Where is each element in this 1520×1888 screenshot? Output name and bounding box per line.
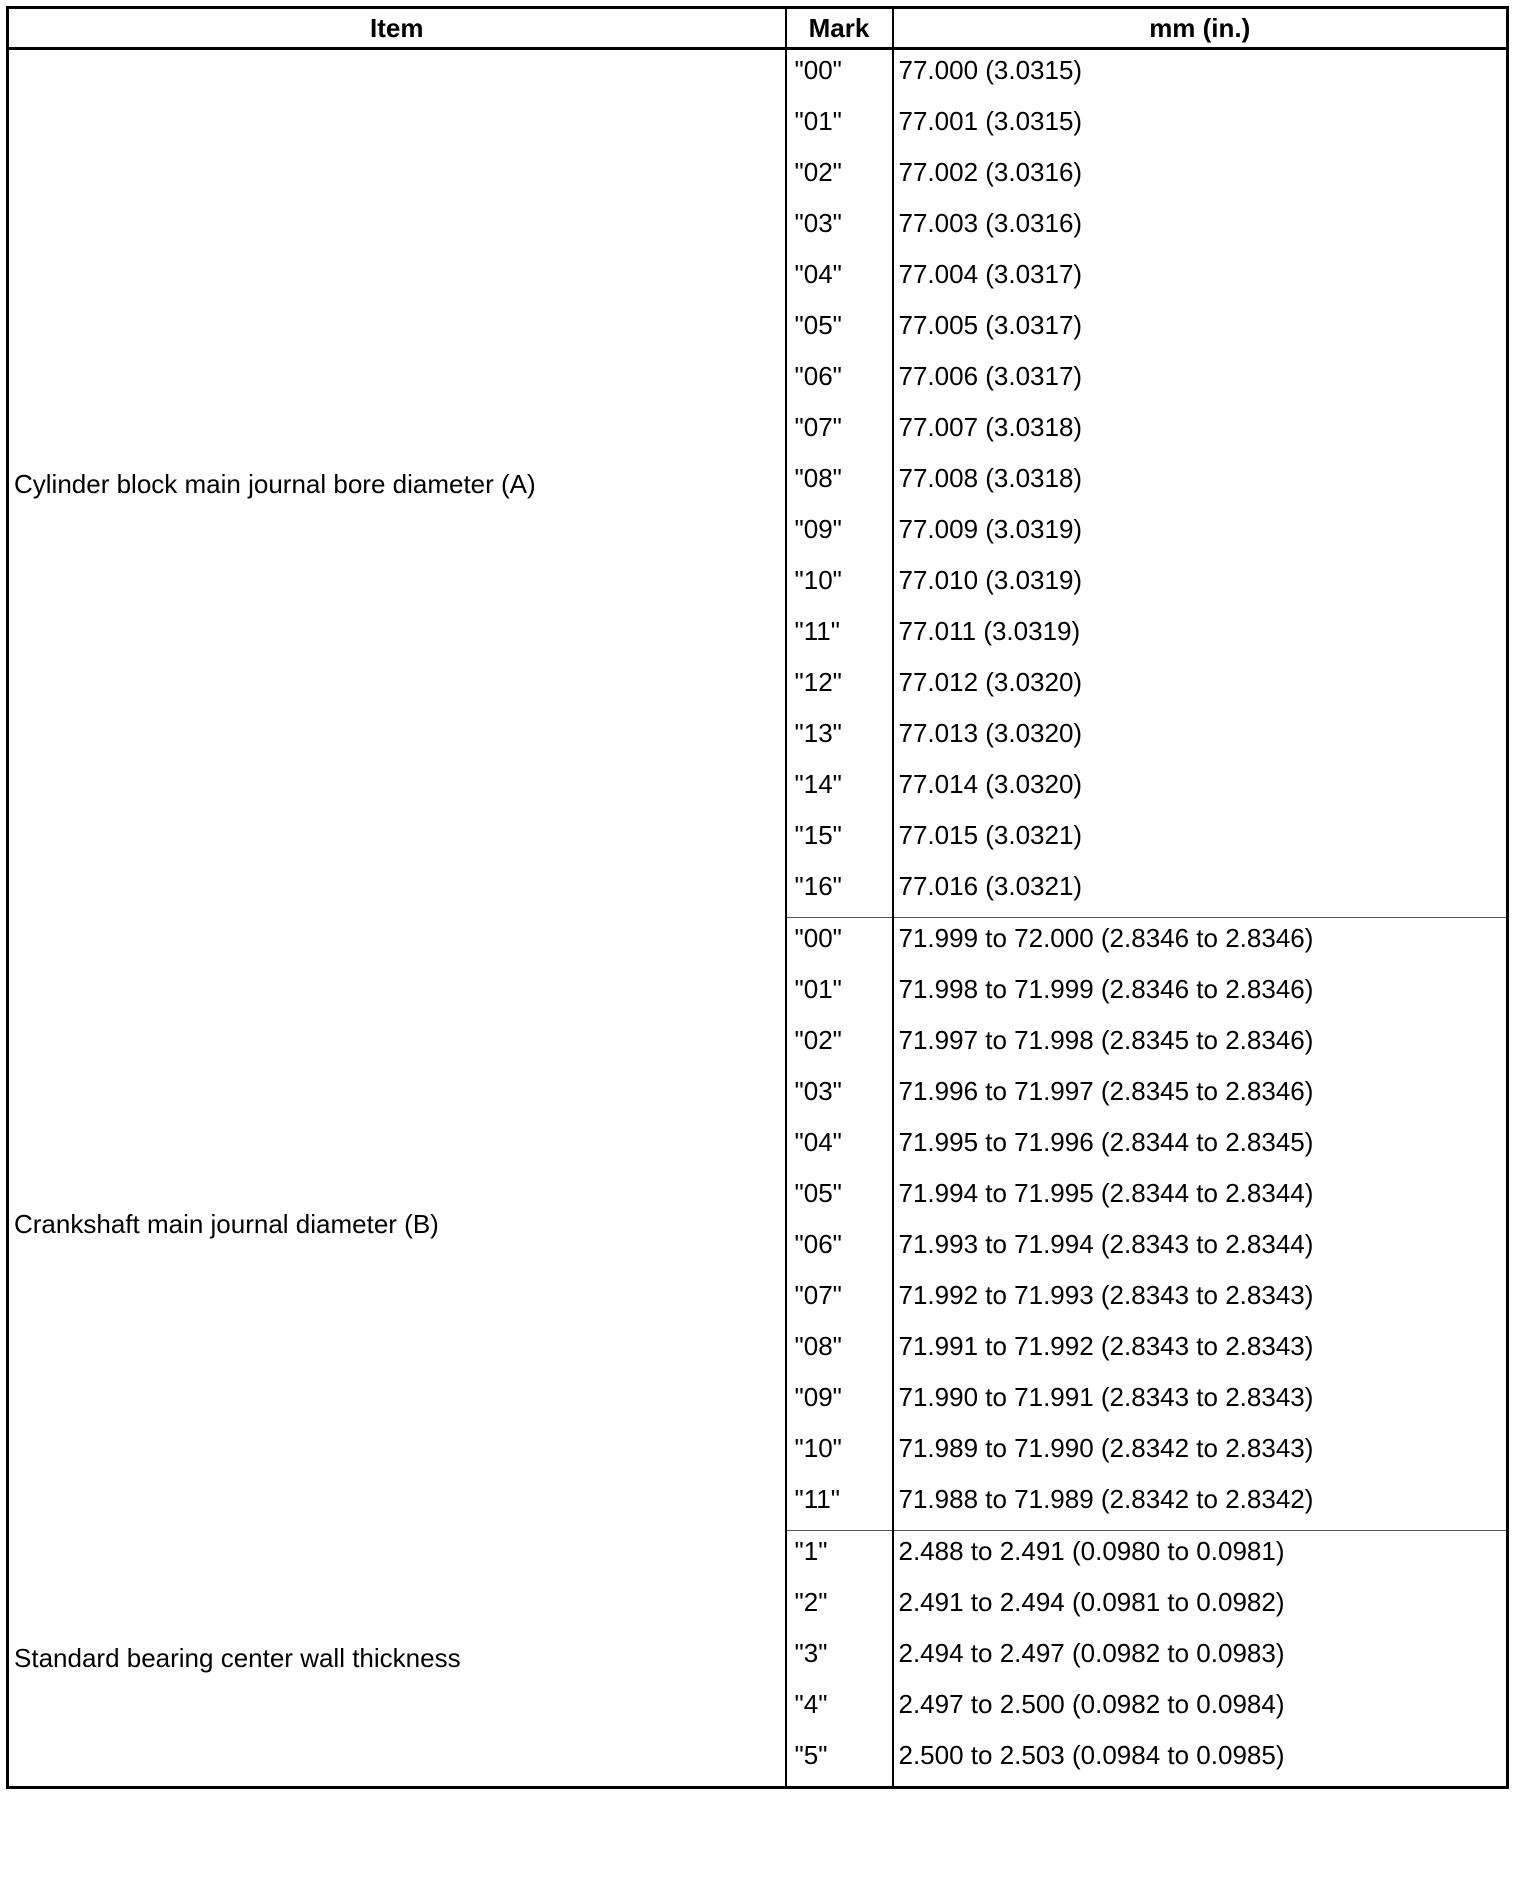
mark-cell: "09" — [786, 1377, 893, 1428]
mark-cell: "15" — [786, 815, 893, 866]
value-cell: 77.014 (3.0320) — [893, 764, 1508, 815]
mark-cell: "11" — [786, 1479, 893, 1531]
mark-cell: "14" — [786, 764, 893, 815]
table-body — [8, 49, 1508, 1788]
spec-table-container — [6, 6, 1506, 1789]
value-cell: 77.002 (3.0316) — [893, 152, 1508, 203]
mark-cell: "02" — [786, 152, 893, 203]
spec-table — [6, 6, 1509, 1789]
mark-cell: "03" — [786, 203, 893, 254]
value-cell: 77.012 (3.0320) — [893, 662, 1508, 713]
value-cell: 2.491 to 2.494 (0.0981 to 0.0982) — [893, 1582, 1508, 1633]
mark-cell: "07" — [786, 1275, 893, 1326]
mark-cell: "10" — [786, 1428, 893, 1479]
mark-cell: "4" — [786, 1684, 893, 1735]
value-cell: 71.993 to 71.994 (2.8343 to 2.8344) — [893, 1224, 1508, 1275]
item-cell: Cylinder block main journal bore diameter (A) — [8, 49, 786, 918]
mark-cell: "08" — [786, 458, 893, 509]
item-cell: Crankshaft main journal diameter (B) — [8, 918, 786, 1531]
value-cell: 71.988 to 71.989 (2.8342 to 2.8342) — [893, 1479, 1508, 1531]
value-cell: 71.995 to 71.996 (2.8344 to 2.8345) — [893, 1122, 1508, 1173]
value-cell: 77.016 (3.0321) — [893, 866, 1508, 918]
mark-cell: "00" — [786, 49, 893, 102]
value-cell: 77.000 (3.0315) — [893, 49, 1508, 102]
value-cell: 71.998 to 71.999 (2.8346 to 2.8346) — [893, 969, 1508, 1020]
mark-cell: "02" — [786, 1020, 893, 1071]
value-cell: 77.008 (3.0318) — [893, 458, 1508, 509]
mark-cell: "11" — [786, 611, 893, 662]
mark-cell: "04" — [786, 1122, 893, 1173]
mark-cell: "01" — [786, 101, 893, 152]
mark-cell: "10" — [786, 560, 893, 611]
item-cell: Standard bearing center wall thickness — [8, 1531, 786, 1788]
mark-cell: "06" — [786, 356, 893, 407]
table-row — [8, 49, 1508, 102]
value-cell: 2.500 to 2.503 (0.0984 to 0.0985) — [893, 1735, 1508, 1788]
value-cell: 71.997 to 71.998 (2.8345 to 2.8346) — [893, 1020, 1508, 1071]
value-cell: 77.013 (3.0320) — [893, 713, 1508, 764]
mark-cell: "05" — [786, 1173, 893, 1224]
value-cell: 71.996 to 71.997 (2.8345 to 2.8346) — [893, 1071, 1508, 1122]
value-cell: 77.006 (3.0317) — [893, 356, 1508, 407]
mark-cell: "3" — [786, 1633, 893, 1684]
table-row — [8, 918, 1508, 970]
table-row — [8, 1531, 1508, 1583]
mark-cell: "12" — [786, 662, 893, 713]
mark-cell: "07" — [786, 407, 893, 458]
value-cell: 71.991 to 71.992 (2.8343 to 2.8343) — [893, 1326, 1508, 1377]
mark-cell: "04" — [786, 254, 893, 305]
value-cell: 71.990 to 71.991 (2.8343 to 2.8343) — [893, 1377, 1508, 1428]
value-cell: 77.007 (3.0318) — [893, 407, 1508, 458]
mark-cell: "2" — [786, 1582, 893, 1633]
value-cell: 77.003 (3.0316) — [893, 203, 1508, 254]
value-cell: 71.992 to 71.993 (2.8343 to 2.8343) — [893, 1275, 1508, 1326]
header-mm: mm (in.) — [893, 8, 1508, 49]
mark-cell: "06" — [786, 1224, 893, 1275]
value-cell: 2.488 to 2.491 (0.0980 to 0.0981) — [893, 1531, 1508, 1583]
value-cell: 71.999 to 72.000 (2.8346 to 2.8346) — [893, 918, 1508, 970]
value-cell: 2.497 to 2.500 (0.0982 to 0.0984) — [893, 1684, 1508, 1735]
header-row — [8, 8, 1508, 49]
value-cell: 71.989 to 71.990 (2.8342 to 2.8343) — [893, 1428, 1508, 1479]
mark-cell: "00" — [786, 918, 893, 970]
value-cell: 77.001 (3.0315) — [893, 101, 1508, 152]
value-cell: 77.004 (3.0317) — [893, 254, 1508, 305]
mark-cell: "01" — [786, 969, 893, 1020]
mark-cell: "03" — [786, 1071, 893, 1122]
value-cell: 77.009 (3.0319) — [893, 509, 1508, 560]
mark-cell: "5" — [786, 1735, 893, 1788]
value-cell: 77.010 (3.0319) — [893, 560, 1508, 611]
mark-cell: "16" — [786, 866, 893, 918]
mark-cell: "08" — [786, 1326, 893, 1377]
value-cell: 77.005 (3.0317) — [893, 305, 1508, 356]
value-cell: 77.015 (3.0321) — [893, 815, 1508, 866]
header-item: Item — [8, 8, 786, 49]
mark-cell: "09" — [786, 509, 893, 560]
value-cell: 71.994 to 71.995 (2.8344 to 2.8344) — [893, 1173, 1508, 1224]
mark-cell: "1" — [786, 1531, 893, 1583]
value-cell: 77.011 (3.0319) — [893, 611, 1508, 662]
mark-cell: "05" — [786, 305, 893, 356]
mark-cell: "13" — [786, 713, 893, 764]
value-cell: 2.494 to 2.497 (0.0982 to 0.0983) — [893, 1633, 1508, 1684]
header-mark: Mark — [786, 8, 893, 49]
